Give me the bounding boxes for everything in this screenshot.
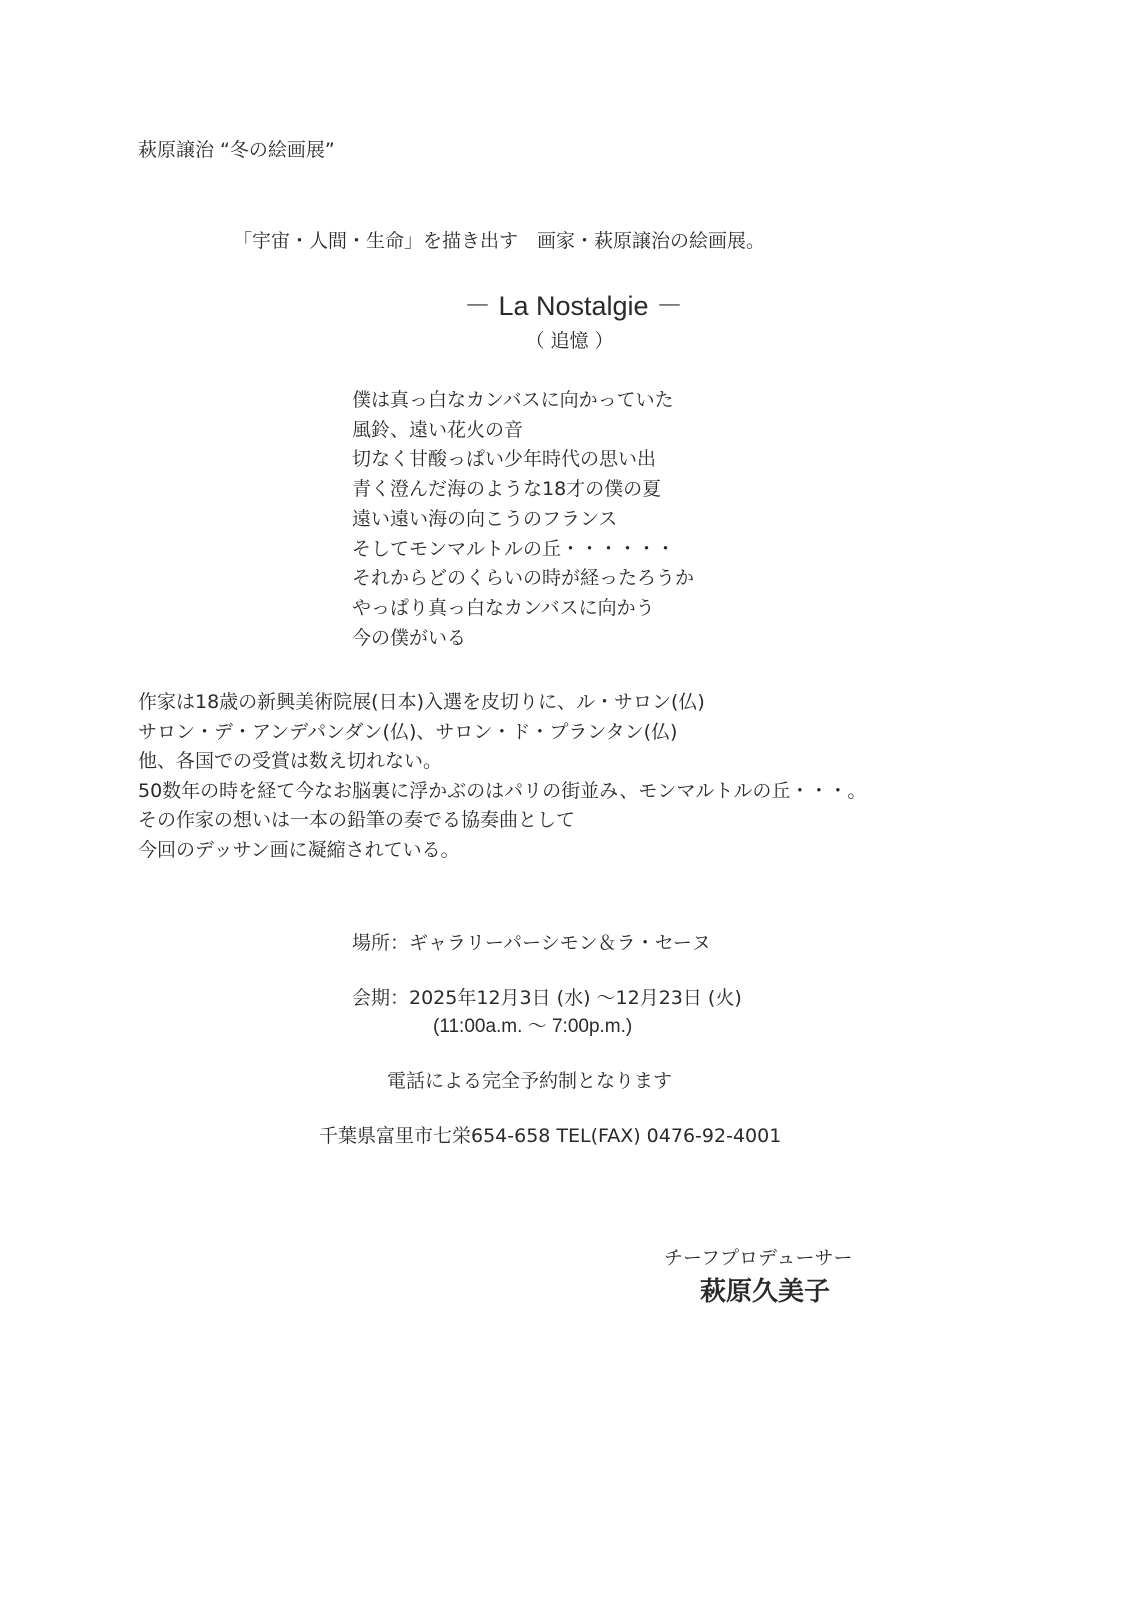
producer-role: チーフプロデューサー (664, 1247, 853, 1269)
address-contact: 千葉県富里市七栄654-658 TEL(FAX) 0476-92-4001 (319, 1125, 782, 1147)
document-title: 萩原譲治 “冬の絵画展” (138, 139, 335, 161)
bio-line: 他、各国での受賞は数え切れない。 (138, 750, 443, 772)
bio-line: 今回のデッサン画に凝縮されている。 (138, 838, 460, 861)
exhibition-subtitle (0, 328, 1131, 354)
exhibition-title-text: － La Nostalgie － (463, 291, 684, 321)
bio-line: 50数年の時を経て今なお脳裏に浮かぶのはパリの街並み、モンマルトルの丘・・・。 (138, 779, 867, 802)
poem-line: やっぱり真っ白なカンバスに向かう (352, 596, 655, 619)
exhibition-title (0, 289, 1131, 323)
poem-line: 僕は真っ白なカンバスに向かっていた (352, 389, 674, 411)
poem-line: それからどのくらいの時が経ったろうか (352, 567, 695, 590)
exhibition-subtitle-text: （ 追憶 ） (525, 330, 614, 352)
exhibition-tagline: 「宇宙・人間・生命」を描き出す 画家・萩原譲治の絵画展。 (233, 230, 766, 252)
poem-line: 切なく甘酸っぱい少年時代の思い出 (352, 448, 657, 471)
poem-line: 青く澄んだ海のような18才の僕の夏 (352, 478, 662, 501)
exhibition-period: 会期：2025年12月3日 (水) ～12月23日 (火) (352, 987, 742, 1009)
poem (352, 386, 694, 653)
poem-line: そしてモンマルトルの丘・・・・・・ (352, 537, 676, 560)
venue: 場所：ギャラリーパーシモン＆ラ・セーヌ (352, 932, 711, 954)
reservation-note: 電話による完全予約制となります (387, 1070, 673, 1092)
producer-name: 萩原久美子 (700, 1277, 831, 1307)
opening-hours: (11:00a.m. ～ 7:00p.m.) (433, 1016, 633, 1037)
bio-line: その作家の想いは一本の鉛筆の奏でる協奏曲として (138, 809, 576, 831)
poem-line: 遠い遠い海の向こうのフランス (352, 507, 618, 530)
bio-line: 作家は18歳の新興美術院展(日本)入選を皮切りに、ル・サロン(仏) (138, 691, 705, 713)
poem-line: 風鈴、遠い花火の音 (352, 418, 524, 441)
poem-line: 今の僕がいる (352, 626, 467, 649)
bio-line: サロン・デ・アンデパンダン(仏)、サロン・ド・プランタン(仏) (138, 720, 678, 743)
artist-biography (138, 688, 866, 865)
